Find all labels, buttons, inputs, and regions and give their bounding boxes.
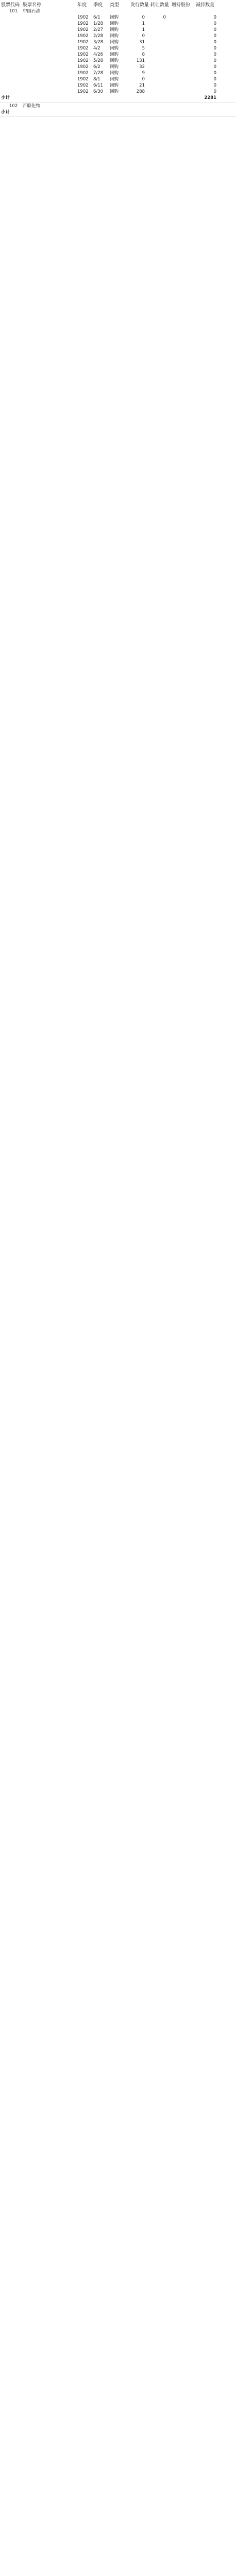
cell-year: 1902 (77, 15, 89, 20)
cell-issued: 0 (142, 15, 145, 20)
cell-decrease: 0 (213, 21, 216, 26)
header-decrease: 减持数量 (196, 3, 215, 8)
cell-type: 回购 (110, 64, 119, 70)
section-name: 百联化物 (23, 104, 41, 109)
cell-date: 1/28 (93, 21, 104, 26)
cell-type: 回购 (110, 71, 119, 76)
cell-date: 3/28 (93, 40, 104, 45)
cell-date: 8/1 (93, 77, 100, 82)
header-increase: 增持股份 (172, 3, 191, 8)
cell-type: 回购 (110, 58, 119, 63)
cell-issued: 9 (142, 71, 145, 76)
cell-transferred: 0 (163, 15, 166, 20)
cell-year: 1902 (77, 64, 89, 70)
cell-decrease: 0 (213, 89, 216, 94)
cell-issued: 21 (139, 83, 145, 88)
section-divider (0, 116, 236, 117)
header-issued: 发行数量 (130, 3, 149, 8)
table-row (0, 27, 236, 33)
cell-date: 6/1 (93, 15, 100, 20)
cell-type: 回购 (110, 15, 119, 20)
header-type: 类型 (110, 3, 120, 8)
table-row (0, 89, 236, 95)
table-row (0, 39, 236, 45)
cell-type: 回购 (110, 27, 119, 32)
cell-issued: 0 (142, 33, 145, 39)
cell-issued: 131 (136, 58, 145, 63)
table-row (0, 21, 236, 27)
table-row (0, 76, 236, 82)
column-header-row (0, 0, 236, 7)
cell-date: 2/27 (93, 27, 104, 32)
header-quarter: 季度 (93, 3, 103, 8)
subtotal-label: 小计 (1, 95, 10, 100)
cell-issued: 288 (136, 89, 145, 94)
cell-decrease: 0 (213, 15, 216, 20)
cell-type: 回购 (110, 52, 119, 57)
table-row (0, 45, 236, 52)
cell-year: 1902 (77, 27, 89, 32)
table-row (0, 14, 236, 21)
cell-decrease: 0 (213, 40, 216, 45)
cell-year: 1902 (77, 71, 89, 76)
cell-year: 1902 (77, 58, 89, 63)
cell-date: 2/28 (93, 33, 104, 39)
cell-type: 回购 (110, 77, 119, 82)
cell-year: 1902 (77, 46, 89, 51)
cell-date: 4/2 (93, 46, 100, 51)
cell-year: 1902 (77, 21, 89, 26)
cell-decrease: 0 (213, 52, 216, 57)
cell-type: 回购 (110, 83, 119, 88)
table-row (0, 52, 236, 58)
cell-decrease: 0 (213, 46, 216, 51)
section-header-row (0, 103, 236, 109)
cell-date: 5/28 (93, 58, 104, 63)
cell-decrease: 0 (213, 83, 216, 88)
cell-decrease: 0 (213, 33, 216, 39)
subtotal-label: 小计 (1, 110, 10, 115)
cell-type: 回购 (110, 89, 119, 94)
cell-decrease: 0 (213, 58, 216, 63)
cell-issued: 5 (142, 46, 145, 51)
subtotal-decrease: 2281 (204, 95, 216, 100)
section-code: 101 (9, 9, 18, 14)
table-row (0, 82, 236, 89)
cell-issued: 8 (142, 52, 145, 57)
cell-type: 回购 (110, 33, 119, 39)
header-name: 股票名称 (23, 3, 42, 8)
cell-date: 6/2 (93, 64, 100, 70)
cell-year: 1902 (77, 52, 89, 57)
cell-year: 1902 (77, 89, 89, 94)
section-subtotal-row (0, 109, 236, 115)
section-subtotal-row (0, 95, 236, 101)
cell-issued: 31 (139, 40, 145, 45)
cell-decrease: 0 (213, 77, 216, 82)
cell-issued: 0 (142, 77, 145, 82)
cell-decrease: 0 (213, 27, 216, 32)
section-code: 102 (9, 104, 18, 109)
cell-type: 回购 (110, 21, 119, 26)
cell-date: 7/28 (93, 71, 104, 76)
table-row (0, 64, 236, 70)
cell-issued: 1 (142, 21, 145, 26)
table-row (0, 58, 236, 64)
cell-type: 回购 (110, 40, 119, 45)
cell-issued: 32 (139, 64, 145, 70)
cell-date: 4/26 (93, 52, 104, 57)
cell-date: 6/30 (93, 89, 104, 94)
cell-decrease: 0 (213, 71, 216, 76)
cell-date: 6/11 (93, 83, 104, 88)
header-year: 年度 (77, 3, 87, 8)
cell-year: 1902 (77, 33, 89, 39)
cell-year: 1902 (77, 40, 89, 45)
table-row (0, 33, 236, 39)
header-transferred: 转让数量 (150, 3, 170, 8)
table-row (0, 70, 236, 76)
cell-year: 1902 (77, 77, 89, 82)
cell-type: 回购 (110, 46, 119, 51)
section-header-row (0, 8, 236, 14)
section-divider (0, 102, 236, 103)
cell-year: 1902 (77, 83, 89, 88)
cell-issued: 1 (142, 27, 145, 32)
header-code: 股票代码 (1, 3, 20, 8)
cell-decrease: 0 (213, 64, 216, 70)
section-name: 中国石油 (23, 9, 41, 14)
